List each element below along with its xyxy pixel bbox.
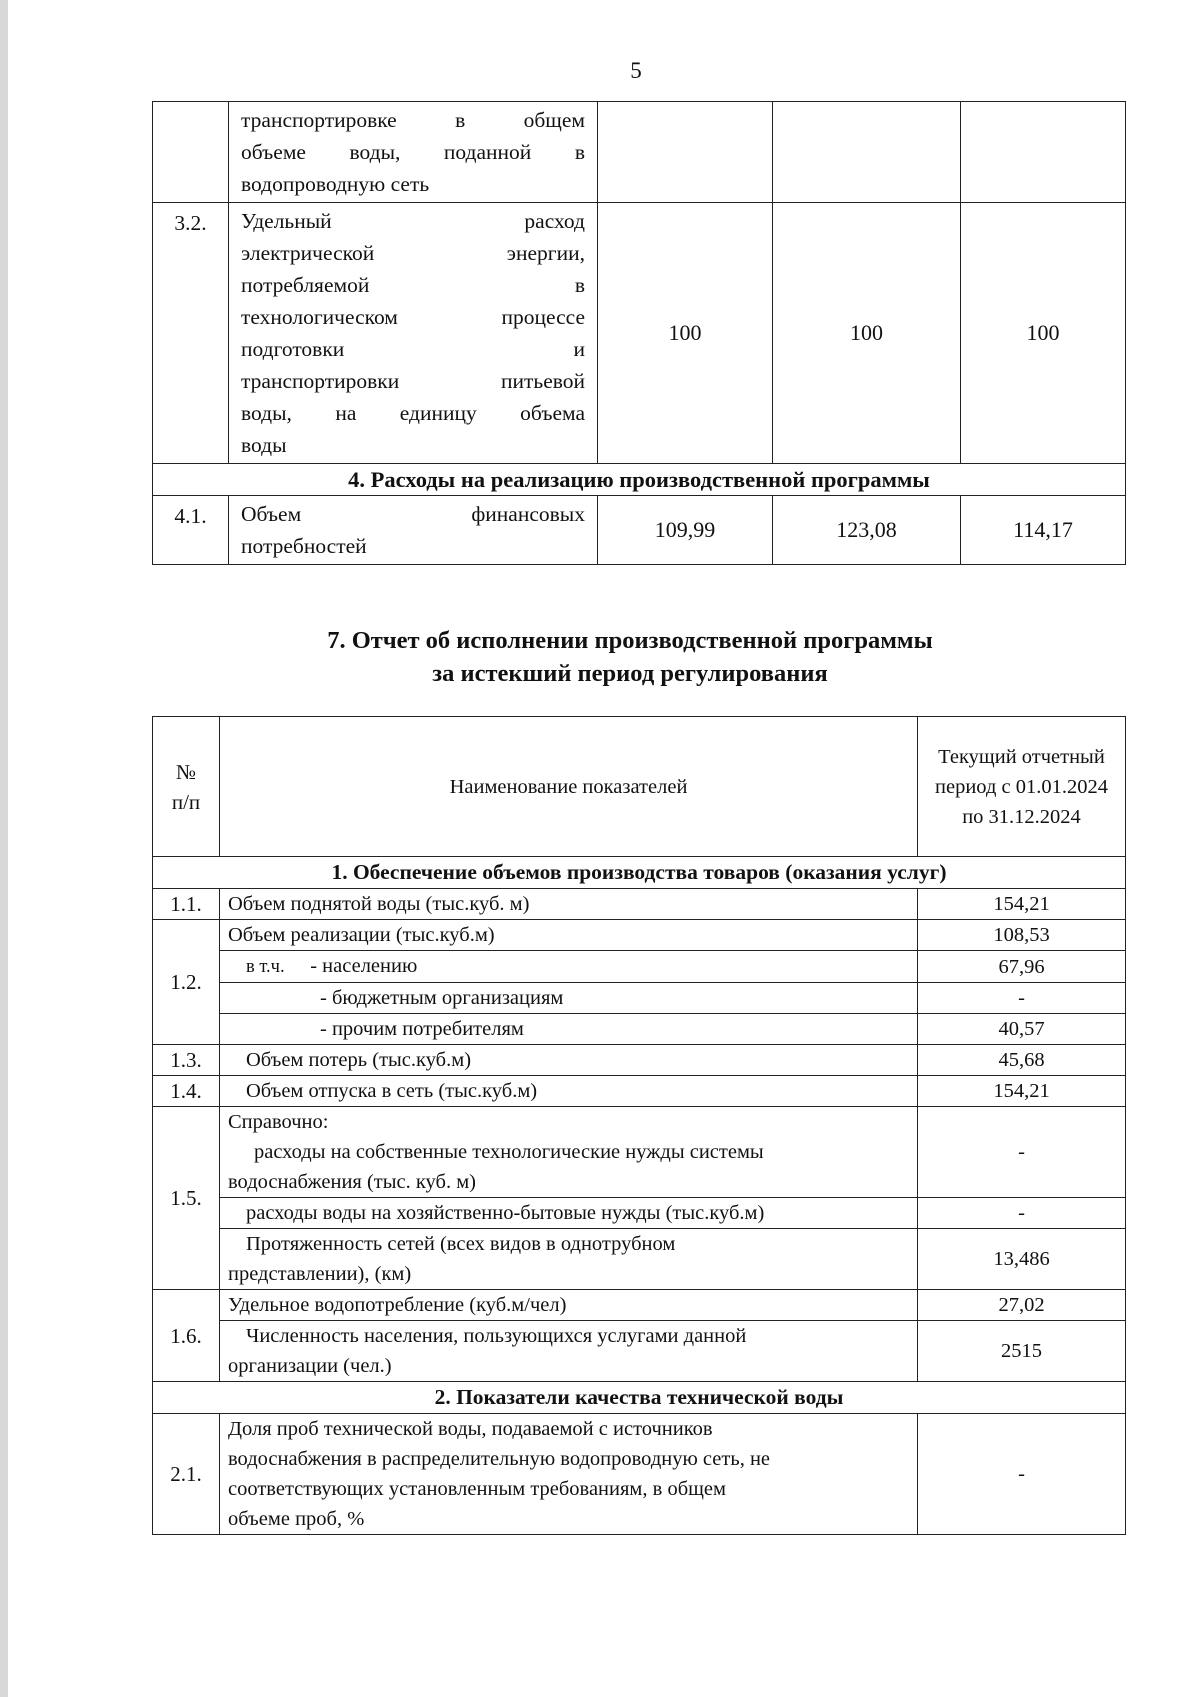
header-period: Текущий отчетный период с 01.01.2024 по 31.12.2024 bbox=[918, 717, 1126, 857]
value-cell: - bbox=[918, 1198, 1126, 1229]
row-number: 3.2. bbox=[153, 203, 229, 464]
value-cell bbox=[773, 102, 961, 203]
indicator-name: Объем отпуска в сеть (тыс.куб.м) bbox=[220, 1076, 918, 1107]
table-row bbox=[153, 203, 1126, 464]
value-cell: 154,21 bbox=[918, 889, 1126, 920]
indicator-name: Доля проб технической воды, подаваемой с источников водоснабжения в распределительную водопроводную сеть, не соответствующих установленным требованиям, в общем объеме проб, % bbox=[220, 1414, 918, 1535]
section-1-title: 1. Обеспечение объемов производства товаров (оказания услуг) bbox=[153, 857, 1126, 889]
row-number: 1.2. bbox=[153, 920, 220, 1045]
table-row bbox=[153, 920, 1126, 951]
table-row bbox=[153, 1414, 1126, 1535]
table-row bbox=[153, 1014, 1126, 1045]
value-cell: 67,96 bbox=[918, 951, 1126, 983]
value-cell: - bbox=[918, 1107, 1126, 1198]
value-cell: 27,02 bbox=[918, 1290, 1126, 1321]
indicator-name: Объем поднятой воды (тыс.куб. м) bbox=[220, 889, 918, 920]
indicator-name: Протяженность сетей (всех видов в однотрубном представлении), (км) bbox=[220, 1229, 918, 1290]
value-cell: 100 bbox=[961, 203, 1126, 464]
indicator-name: в т.ч. - населению bbox=[220, 951, 918, 983]
table-row bbox=[153, 983, 1126, 1014]
row-number: 1.1. bbox=[153, 889, 220, 920]
value-cell: 40,57 bbox=[918, 1014, 1126, 1045]
indicator-name: Объем финансовых потребностей bbox=[229, 496, 598, 565]
section-row bbox=[153, 1382, 1126, 1414]
table-row bbox=[153, 1290, 1126, 1321]
row-number bbox=[153, 102, 229, 203]
indicator-name: расходы воды на хозяйственно-бытовые нужды (тыс.куб.м) bbox=[220, 1198, 918, 1229]
value-cell: 114,17 bbox=[961, 496, 1126, 565]
table-row bbox=[153, 1321, 1126, 1382]
row-number: 2.1. bbox=[153, 1414, 220, 1535]
table-row bbox=[153, 1229, 1126, 1290]
indicator-name: Объем потерь (тыс.куб.м) bbox=[220, 1045, 918, 1076]
header-number: № п/п bbox=[153, 717, 220, 857]
section-4-title: 4. Расходы на реализацию производственной программы bbox=[153, 464, 1126, 496]
value-cell: 123,08 bbox=[773, 496, 961, 565]
value-cell: 45,68 bbox=[918, 1045, 1126, 1076]
report-table bbox=[152, 716, 1126, 1535]
row-number: 1.3. bbox=[153, 1045, 220, 1076]
value-cell: 109,99 bbox=[598, 496, 773, 565]
section-row bbox=[153, 464, 1126, 496]
indicator-name: - бюджетным организациям bbox=[220, 983, 918, 1014]
production-program-table bbox=[152, 101, 1126, 565]
header-row bbox=[153, 717, 1126, 857]
value-cell: - bbox=[918, 1414, 1126, 1535]
scan-left-edge bbox=[0, 0, 8, 1697]
section-row bbox=[153, 857, 1126, 889]
value-cell: 154,21 bbox=[918, 1076, 1126, 1107]
value-cell: 13,486 bbox=[918, 1229, 1126, 1290]
value-cell: 108,53 bbox=[918, 920, 1126, 951]
indicator-name: Справочно: расходы на собственные технологические нужды системы водоснабжения (тыс. куб. м) bbox=[220, 1107, 918, 1198]
row-number: 1.6. bbox=[153, 1290, 220, 1382]
page-number: 5 bbox=[630, 58, 642, 83]
row-number: 4.1. bbox=[153, 496, 229, 565]
row-number: 1.5. bbox=[153, 1107, 220, 1290]
row-number: 1.4. bbox=[153, 1076, 220, 1107]
section-2-title: 2. Показатели качества технической воды bbox=[153, 1382, 1126, 1414]
table-row bbox=[153, 102, 1126, 203]
value-cell: 100 bbox=[773, 203, 961, 464]
table-row bbox=[153, 1198, 1126, 1229]
value-cell: - bbox=[918, 983, 1126, 1014]
table-row bbox=[153, 1076, 1126, 1107]
table-row bbox=[153, 1107, 1126, 1198]
value-cell bbox=[961, 102, 1126, 203]
table-row bbox=[153, 889, 1126, 920]
value-cell: 2515 bbox=[918, 1321, 1126, 1382]
indicator-name: Объем реализации (тыс.куб.м) bbox=[220, 920, 918, 951]
table-row bbox=[153, 951, 1126, 983]
report-title: 7. Отчет об исполнении производственной программы за истекший период регулирования bbox=[327, 627, 933, 687]
header-name: Наименование показателей bbox=[220, 717, 918, 857]
value-cell: 100 bbox=[598, 203, 773, 464]
indicator-name: транспортировке в общем объеме воды, поданной в водопроводную сеть bbox=[229, 102, 598, 203]
indicator-name: - прочим потребителям bbox=[220, 1014, 918, 1045]
table-row bbox=[153, 1045, 1126, 1076]
indicator-name: Численность населения, пользующихся услугами данной организации (чел.) bbox=[220, 1321, 918, 1382]
indicator-name: Удельное водопотребление (куб.м/чел) bbox=[220, 1290, 918, 1321]
indicator-name: Удельный расход электрической энергии, потребляемой в технологическом процессе подготовки и транспортировки питьевой воды, на единицу объема воды bbox=[229, 203, 598, 464]
table-row bbox=[153, 496, 1126, 565]
value-cell bbox=[598, 102, 773, 203]
